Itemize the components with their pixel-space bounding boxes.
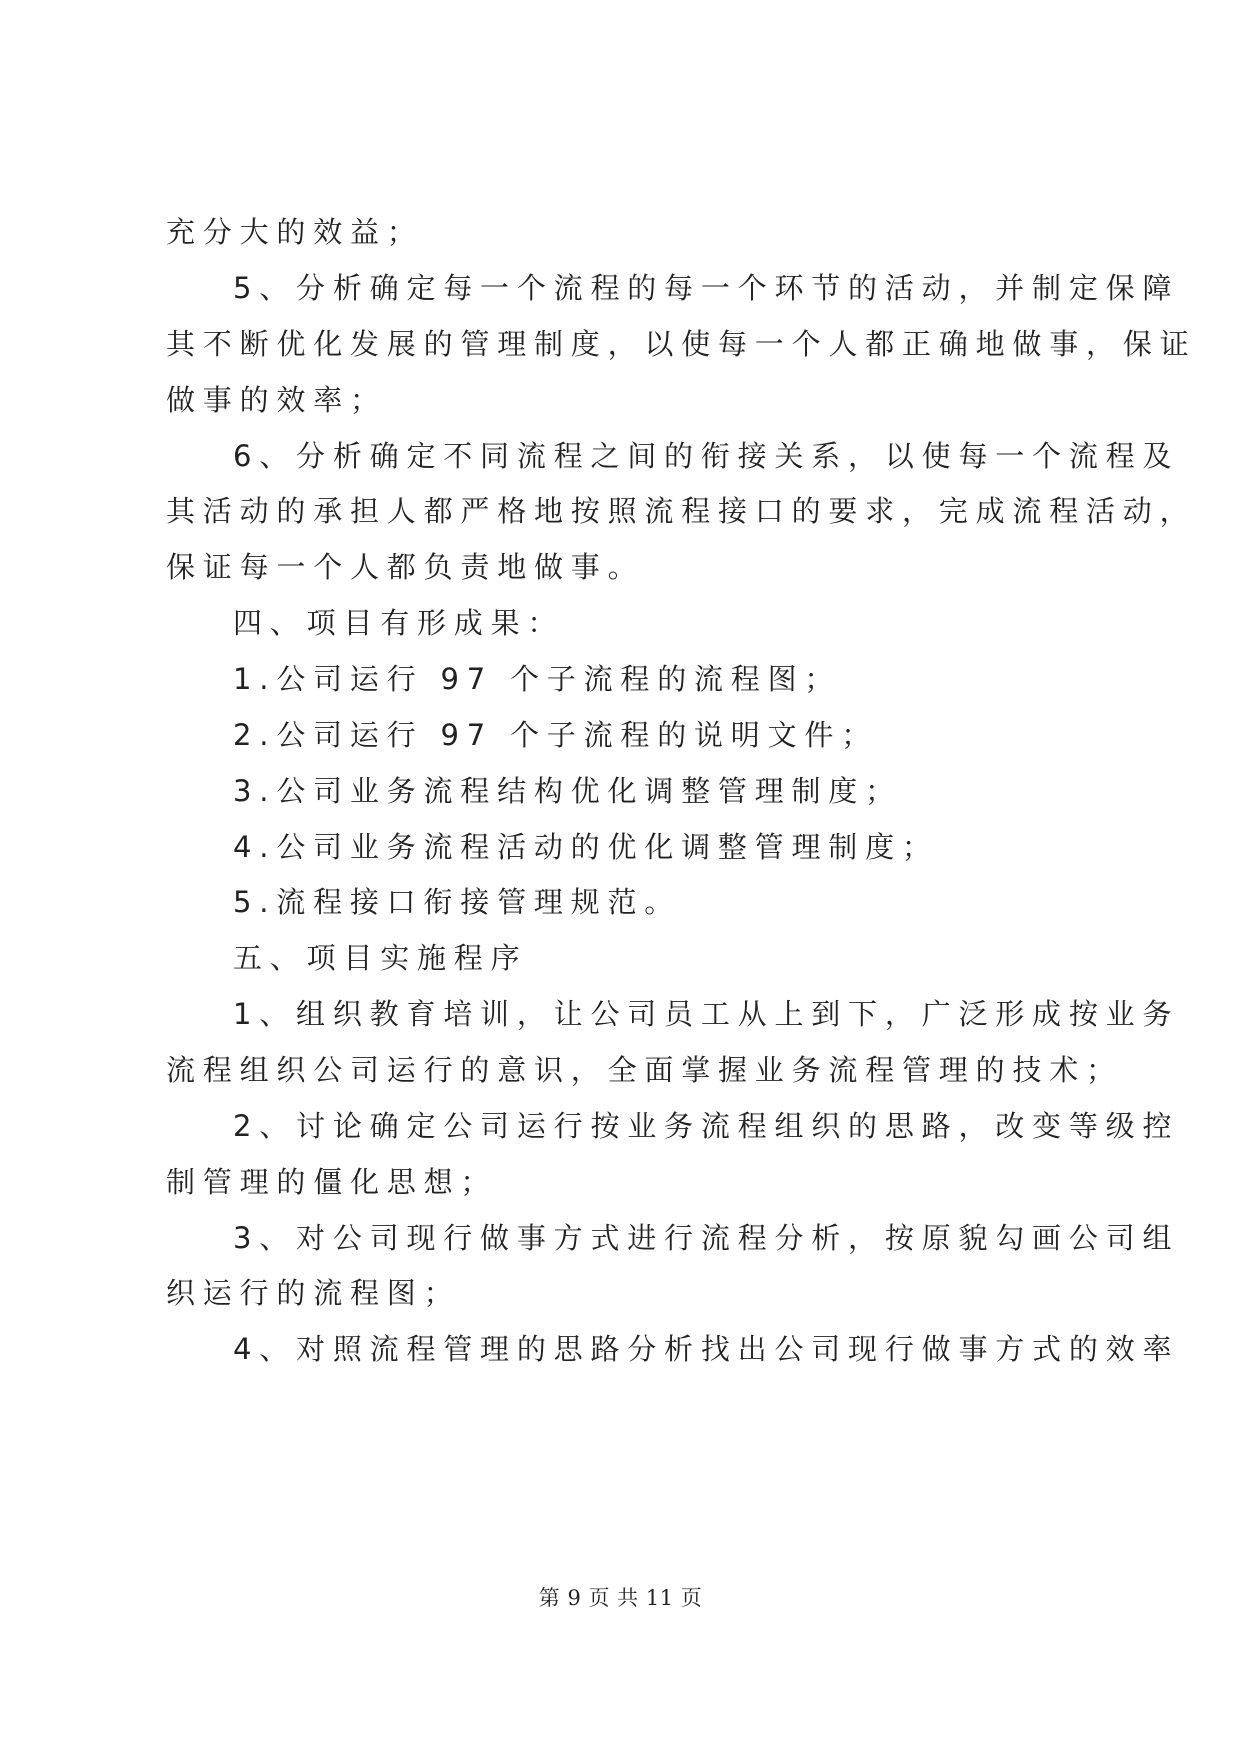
list-item: 1.公司运行 97 个子流程的流程图； <box>233 662 842 696</box>
text-line-item-3: 3、对公司现行做事方式进行流程分析，按原貌勾画公司组 <box>233 1221 1180 1255</box>
text-line: 流程组织公司运行的意识，全面掌握业务流程管理的技术； <box>166 1053 1123 1087</box>
text-line-item-6: 6、分析确定不同流程之间的衔接关系，以使每一个流程及 <box>233 439 1180 473</box>
text-line-continuation: 充分大的效益； <box>166 215 424 249</box>
page-number-footer: 第 9 页 共 11 页 <box>538 1586 703 1610</box>
list-item: 5.流程接口衔接管理规范。 <box>233 885 682 919</box>
text-line-item-5: 5、分析确定每一个流程的每一个环节的活动，并制定保障 <box>233 271 1180 305</box>
list-item: 2.公司运行 97 个子流程的说明文件； <box>233 718 879 752</box>
text-line: 制管理的僵化思想； <box>166 1165 498 1199</box>
list-item: 4.公司业务流程活动的优化调整管理制度； <box>233 830 939 864</box>
text-line: 做事的效率； <box>166 383 387 417</box>
text-line-item-2: 2、讨论确定公司运行按业务流程组织的思路，改变等级控 <box>233 1109 1180 1143</box>
text-line-item-1: 1、组织教育培训，让公司员工从上到下，广泛形成按业务 <box>233 997 1180 1031</box>
text-line: 织运行的流程图； <box>166 1276 461 1310</box>
text-line: 保证每一个人都负责地做事。 <box>166 550 645 584</box>
section-heading-5: 五、项目实施程序 <box>233 941 528 975</box>
text-line: 其不断优化发展的管理制度，以使每一个人都正确地做事，保证 <box>166 327 1197 361</box>
text-line: 其活动的承担人都严格地按照流程接口的要求，完成流程活动， <box>166 494 1197 528</box>
section-heading-4: 四、项目有形成果： <box>233 606 565 640</box>
list-item: 3.公司业务流程结构优化调整管理制度； <box>233 774 902 808</box>
text-line-item-4: 4、对照流程管理的思路分析找出公司现行做事方式的效率 <box>233 1332 1180 1366</box>
